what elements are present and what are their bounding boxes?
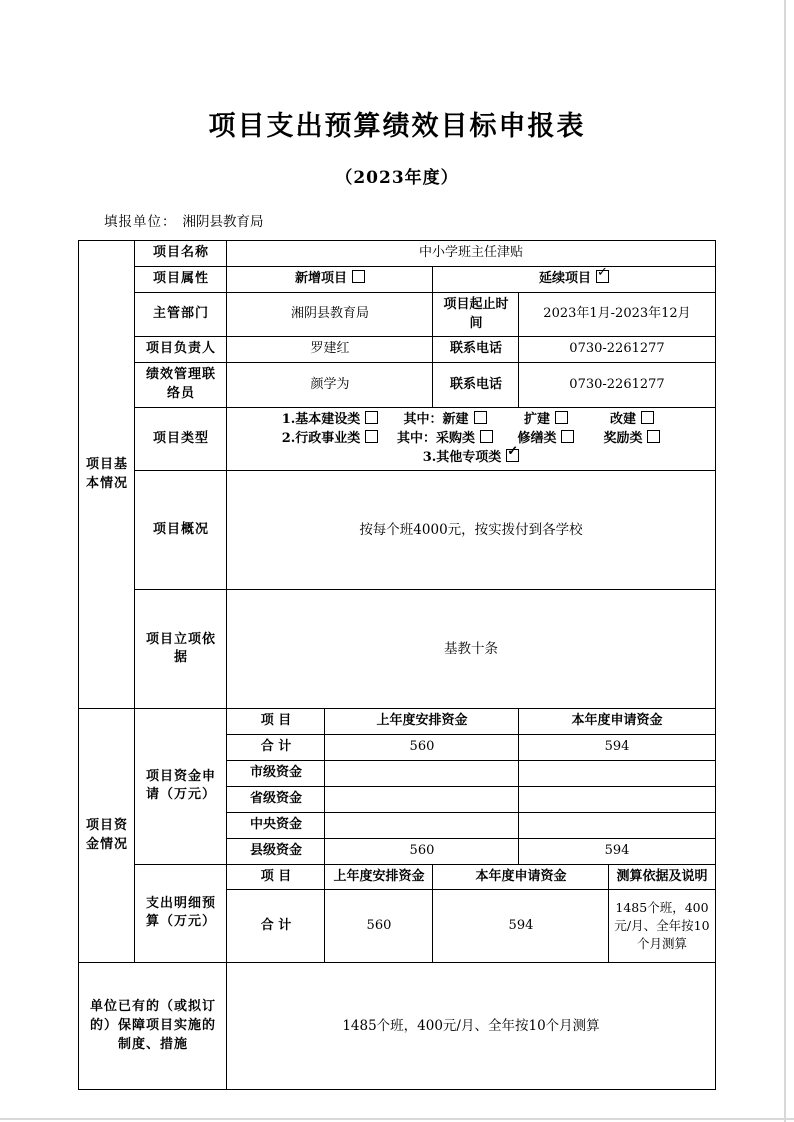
header-apply-this-year: 本年度申请资金 [519, 709, 715, 735]
table-row [79, 709, 715, 735]
table-row [79, 590, 715, 709]
apply-row-this-year [519, 812, 715, 838]
type-option-label: 新建 [442, 411, 469, 427]
type-name: 行政事业类 [295, 430, 361, 446]
apply-row-name: 县级资金 [227, 838, 325, 864]
type-name: 基本建设类 [295, 411, 361, 427]
value-basis: 基教十条 [227, 590, 715, 709]
value-project-name: 中小学班主任津贴 [227, 241, 715, 267]
apply-row-name: 中央资金 [227, 812, 325, 838]
type-option-label: 改建 [609, 411, 636, 427]
table-row [79, 292, 715, 337]
attribute-continue-checkbox[interactable] [596, 270, 609, 283]
filler-unit-label: 填报单位： [104, 214, 177, 230]
apply-row-name: 市级资金 [227, 761, 325, 787]
type-checkbox-other-special[interactable] [506, 449, 519, 462]
label-dept: 主管部门 [135, 292, 227, 337]
type-index: 1. [281, 411, 296, 427]
label-contact-phone: 联系电话 [433, 363, 519, 408]
value-project-type [227, 407, 715, 471]
label-project-attribute: 项目属性 [135, 266, 227, 292]
type-option-label: 采购类 [435, 430, 475, 446]
label-overview: 项目概况 [135, 471, 227, 590]
label-detail-budget: 支出明细预算（万元） [135, 864, 227, 963]
type-option-label: 扩建 [523, 411, 550, 427]
attribute-continue-label: 延续项目 [538, 270, 591, 286]
value-contact-phone: 0730-2261277 [519, 363, 715, 408]
value-phone: 0730-2261277 [519, 337, 715, 363]
header-detail-last-year: 上年度安排资金 [325, 864, 433, 890]
detail-row-basis: 1485个班，400元/月、全年按10个月测算 [609, 890, 715, 963]
value-dept: 湘阴县教育局 [227, 292, 433, 337]
project-type-row [231, 411, 710, 430]
scan-edge-bottom [0, 1118, 794, 1120]
table-row [79, 363, 715, 408]
label-project-name: 项目名称 [135, 241, 227, 267]
type-checkbox-admin-institution[interactable] [365, 430, 378, 443]
apply-row-last-year [325, 761, 519, 787]
type-option-label: 修缮类 [517, 430, 557, 446]
main-form-table [78, 240, 715, 1090]
apply-row-this-year [519, 786, 715, 812]
type-checkbox-rebuild[interactable] [641, 411, 654, 424]
label-project-type: 项目类型 [135, 407, 227, 471]
header-detail-this-year: 本年度申请资金 [433, 864, 609, 890]
label-leader: 项目负责人 [135, 337, 227, 363]
value-attribute-new [227, 266, 433, 292]
table-row [79, 337, 715, 363]
type-index: 2. [281, 430, 296, 446]
value-measures: 1485个班，400元/月、全年按10个月测算 [227, 963, 715, 1090]
project-type-row [231, 449, 710, 468]
apply-row-name: 省级资金 [227, 786, 325, 812]
type-sub-prefix: 其中： [403, 411, 443, 427]
label-apply-funding: 项目资金申请（万元） [135, 709, 227, 864]
filler-unit-row [0, 188, 794, 230]
type-checkbox-reward[interactable] [647, 430, 660, 443]
scan-edge-right [784, 0, 786, 1122]
value-period: 2023年1月-2023年12月 [519, 292, 715, 337]
apply-row-name: 合 计 [227, 735, 325, 761]
section-label-funding: 项目资金情况 [79, 709, 135, 963]
type-index: 3. [422, 449, 437, 465]
label-contact: 绩效管理联络员 [135, 363, 227, 408]
attribute-new-label: 新增项目 [294, 270, 347, 286]
apply-row-this-year [519, 761, 715, 787]
table-row [79, 471, 715, 590]
apply-row-last-year [325, 812, 519, 838]
type-checkbox-expand-build[interactable] [555, 411, 568, 424]
apply-row-last-year [325, 786, 519, 812]
type-checkbox-procurement[interactable] [480, 430, 493, 443]
header-detail-item: 项 目 [227, 864, 325, 890]
label-phone: 联系电话 [433, 337, 519, 363]
type-option-label: 奖励类 [603, 430, 643, 446]
detail-row-this-year: 594 [433, 890, 609, 963]
filler-unit-value: 湘阴县教育局 [182, 214, 264, 230]
type-name: 其他专项类 [436, 449, 502, 465]
apply-row-this-year: 594 [519, 838, 715, 864]
section-label-basic: 项目基本情况 [79, 241, 135, 709]
attribute-new-checkbox[interactable] [352, 270, 365, 283]
value-contact: 颜学为 [227, 363, 433, 408]
label-measures: 单位已有的（或拟订的）保障项目实施的制度、措施 [79, 963, 227, 1090]
apply-row-this-year: 594 [519, 735, 715, 761]
page-title: 项目支出预算绩效目标申报表 [208, 111, 586, 142]
detail-row-last-year: 560 [325, 890, 433, 963]
type-checkbox-basic-construction[interactable] [365, 411, 378, 424]
value-leader: 罗建红 [227, 337, 433, 363]
apply-row-last-year: 560 [325, 838, 519, 864]
label-basis: 项目立项依据 [135, 590, 227, 709]
type-checkbox-repair[interactable] [561, 430, 574, 443]
project-type-row [231, 430, 710, 449]
table-row [79, 864, 715, 890]
table-row [79, 241, 715, 267]
table-row [79, 407, 715, 471]
table-row [79, 963, 715, 1090]
type-sub-prefix: 其中： [396, 430, 436, 446]
detail-row-name: 合 计 [227, 890, 325, 963]
page-subtitle: （2023年度） [335, 168, 459, 188]
apply-row-last-year: 560 [325, 735, 519, 761]
label-period: 项目起止时间 [433, 292, 519, 337]
header-detail-basis: 测算依据及说明 [609, 864, 715, 890]
table-row [79, 266, 715, 292]
type-checkbox-new-build[interactable] [474, 411, 487, 424]
header-apply-last-year: 上年度安排资金 [325, 709, 519, 735]
value-overview: 按每个班4000元，按实拨付到各学校 [227, 471, 715, 590]
value-attribute-continue [433, 266, 715, 292]
header-apply-item: 项 目 [227, 709, 325, 735]
